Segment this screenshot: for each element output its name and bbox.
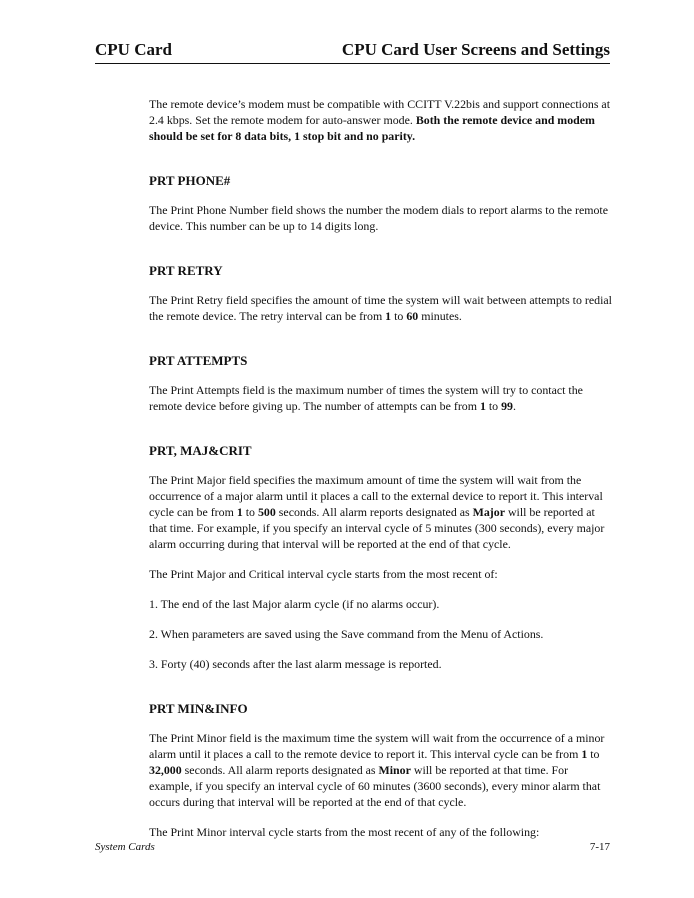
prt-maj-crit-text-d: will be reported at that time. For example, if you specify an interval cycle of 5 minutes (300 seconds), every major alarm occurring during that interval will be reported at the end of that cycle.: [149, 505, 605, 551]
prt-min-info-text-a: The Print Minor field is the maximum time the system will wait from the occurrence of a minor alarm until it places a call to the remote device to report it. This interval cycle can be from: [149, 731, 605, 761]
list-item: 3. Forty (40) seconds after the last alarm message is reported.: [149, 657, 442, 671]
prt-retry-text-b: to: [391, 309, 407, 323]
prt-retry-text-a: The Print Retry field specifies the amount of time the system will wait between attempts to redial the remote device. The retry interval can be from: [149, 293, 612, 323]
chapter-title: CPU Card: [95, 40, 172, 59]
page-content: [149, 96, 614, 854]
prt-retry-min: 1: [385, 309, 392, 323]
prt-maj-crit-text-c: seconds. All alarm reports designated as: [275, 505, 473, 519]
prt-attempts-min: 1: [479, 399, 486, 413]
prt-min-info-paragraph: [149, 730, 614, 810]
prt-retry-heading: PRT RETRY: [149, 263, 223, 278]
prt-min-info-text-c: seconds. All alarm reports designated as: [181, 763, 379, 777]
header-rule: [95, 63, 610, 64]
prt-attempts-text-a: The Print Attempts field is the maximum number of times the system will try to contact the remote device before giving up. The number of attempts can be from: [149, 383, 583, 413]
prt-min-info-min: 1: [581, 747, 588, 761]
list-item: 1. The end of the last Major alarm cycle (if no alarms occur).: [149, 597, 440, 611]
prt-attempts-heading: PRT ATTEMPTS: [149, 353, 248, 368]
prt-maj-crit-major: Major: [472, 505, 505, 519]
prt-phone-paragraph: The Print Phone Number field shows the number the modem dials to report alarms to the remote device. This number can be up to 14 digits long.: [149, 203, 609, 233]
prt-attempts-text-c: .: [513, 399, 516, 413]
prt-maj-crit-paragraph: [149, 472, 614, 552]
prt-retry-max: 60: [406, 309, 419, 323]
prt-attempts-text-b: to: [485, 399, 502, 413]
prt-maj-crit-text-b: to: [242, 505, 258, 519]
list-item: 2. When parameters are saved using the Save command from the Menu of Actions.: [149, 627, 544, 641]
prt-attempts-paragraph: [149, 382, 614, 414]
prt-maj-crit-cycle-intro: The Print Major and Critical interval cycle starts from the most recent of:: [149, 567, 498, 581]
prt-min-info-heading: PRT MIN&INFO: [149, 701, 248, 716]
intro-paragraph: [149, 96, 614, 144]
prt-min-info-text-b: to: [587, 747, 600, 761]
page-header: [95, 39, 610, 69]
prt-phone-heading: PRT PHONE#: [149, 173, 231, 188]
intro-text: The remote device’s modem must be compatible with CCITT V.22bis and support connections at 2.4 kbps. Set the remote modem for auto-answer mode.: [149, 97, 611, 127]
prt-maj-crit-max: 500: [257, 505, 276, 519]
prt-maj-crit-text-a: The Print Major field specifies the maximum amount of time the system will wait from the occurrence of a major alarm until it places a call to the external device to report it. This interval cycle can be from: [149, 473, 603, 519]
section-title: CPU Card User Screens and Settings: [341, 40, 610, 59]
prt-retry-text-c: minutes.: [418, 309, 462, 323]
page-number: 7-17: [589, 841, 610, 853]
footer-book-title: System Cards: [95, 841, 155, 853]
prt-min-info-minor: Minor: [378, 763, 411, 777]
prt-maj-crit-heading: PRT, MAJ&CRIT: [149, 443, 252, 458]
prt-min-info-cycle-intro: The Print Minor interval cycle starts from the most recent of any of the following:: [149, 825, 540, 839]
prt-retry-paragraph: [149, 292, 614, 324]
prt-maj-crit-min: 1: [236, 505, 243, 519]
intro-bold-text: Both the remote device and modem should be set for 8 data bits, 1 stop bit and no parity.: [149, 113, 595, 143]
prt-attempts-max: 99: [501, 399, 513, 413]
prt-min-info-text-d: will be reported at that time. For example, if you specify an interval cycle of 60 minutes (3600 seconds), every minor alarm that occurs during that interval will be reported at the end of that cycle.: [149, 763, 601, 809]
prt-min-info-max: 32,000: [149, 763, 182, 777]
